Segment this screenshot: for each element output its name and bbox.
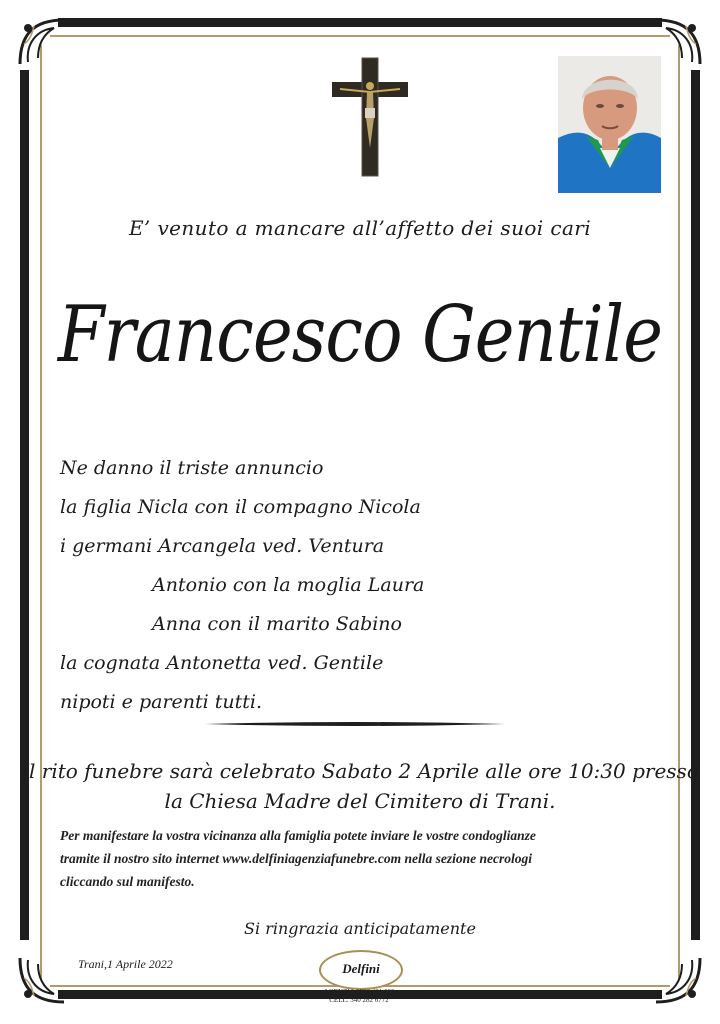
divider-line xyxy=(205,721,505,727)
funeral-rite-line: Il rito funebre sarà celebrato Sabato 2 Aprile alle ore 10:30 presso xyxy=(21,759,699,783)
funeral-rite-line: la Chiesa Madre del Cimitero di Trani. xyxy=(164,789,556,813)
family-line: Ne danno il triste annuncio xyxy=(60,457,324,479)
corner-ornament-icon xyxy=(14,952,70,1008)
place-date: Trani,1 Aprile 2022 xyxy=(78,957,173,971)
intro-text: E’ venuto a mancare all’affetto dei suoi cari xyxy=(128,216,592,240)
family-line: nipoti e parenti tutti. xyxy=(60,691,263,713)
family-line: Anna con il marito Sabino xyxy=(152,613,402,635)
agency-contacts xyxy=(310,988,408,1004)
condolence-note-line: Per manifestare la vostra vicinanza alla famiglia potete inviare le vostre condoglianze xyxy=(60,828,536,843)
family-line: la figlia Nicla con il compagno Nicola xyxy=(60,496,421,518)
frame-top-gold-line xyxy=(50,35,670,37)
corner-ornament-icon xyxy=(650,952,706,1008)
portrait-photo xyxy=(558,56,661,193)
funeral-rite-text xyxy=(0,756,720,816)
agency-cell: CELL. 340 282 6772 xyxy=(329,996,389,1004)
family-line: la cognata Antonetta ved. Gentile xyxy=(60,652,384,674)
agency-phone: AGENZIA 0883 481 608 xyxy=(323,988,395,996)
agency-logo xyxy=(310,950,408,1004)
family-line: i germani Arcangela ved. Ventura xyxy=(60,535,385,557)
agency-logo-oval xyxy=(319,950,403,990)
condolence-note xyxy=(60,824,690,893)
corner-ornament-icon xyxy=(14,14,70,70)
crucifix-icon xyxy=(330,56,410,178)
frame-left-gold-line xyxy=(40,45,42,980)
deceased-name: Francesco Gentile xyxy=(57,290,663,380)
family-line: Antonio con la moglia Laura xyxy=(152,574,425,596)
frame-top-bar xyxy=(58,18,662,27)
thanks-text: Si ringrazia anticipatamente xyxy=(244,919,476,938)
condolence-note-line: cliccando sul manifesto. xyxy=(60,874,195,889)
agency-logo-text: Delfini xyxy=(342,961,380,976)
condolence-note-line: tramite il nostro sito internet www.delfiniagenziafunebre.com nella sezione necrologi xyxy=(60,851,533,866)
